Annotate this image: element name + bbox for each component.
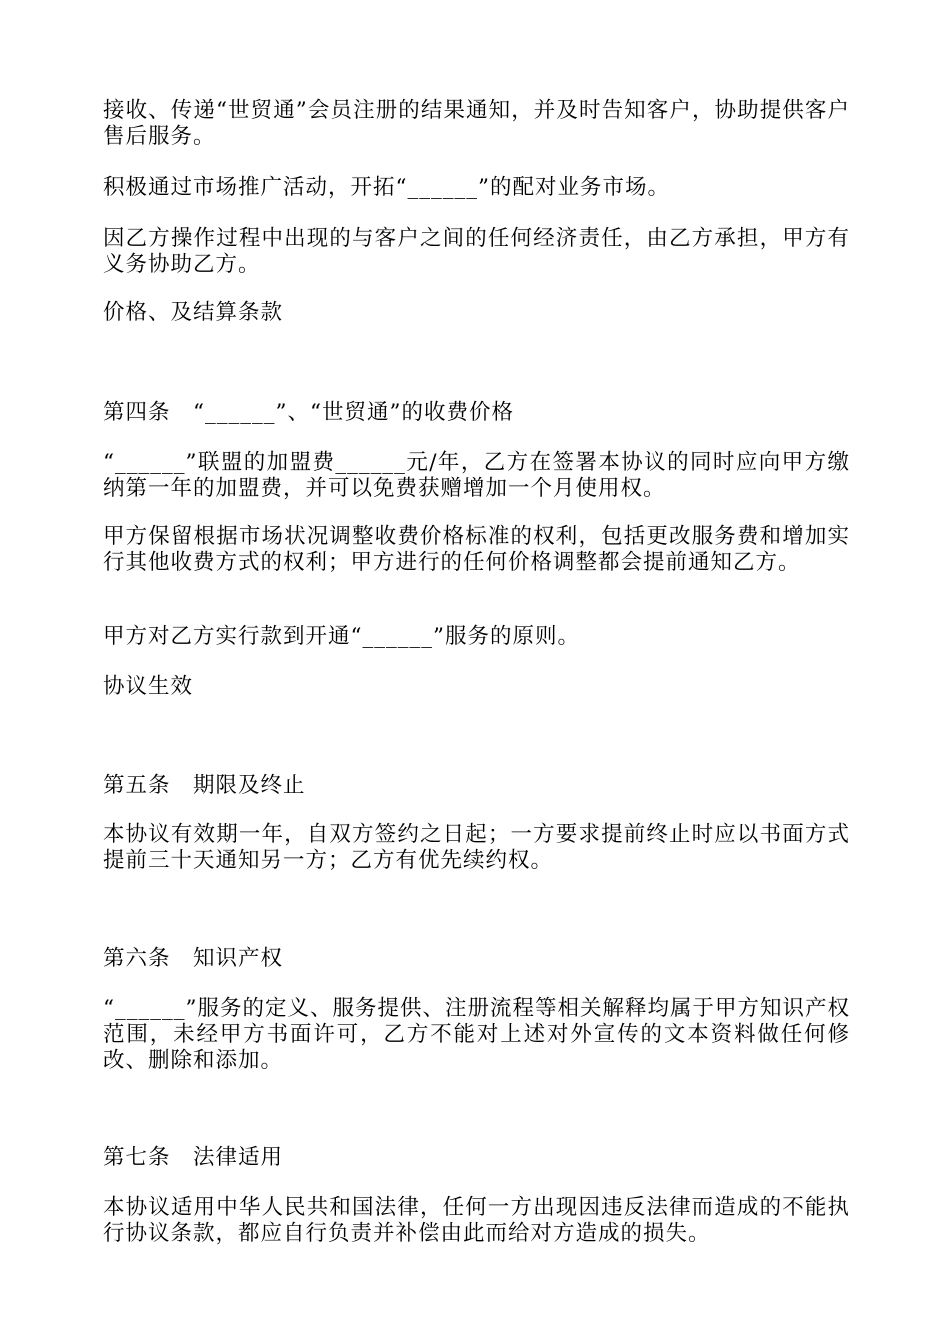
paragraph-term: 本协议有效期一年，自双方签约之日起；一方要求提前终止时应以书面方式提前三十天通知另一方；乙方有优先续约权。	[103, 822, 850, 873]
paragraph-liability: 因乙方操作过程中出现的与客户之间的任何经济责任，由乙方承担，甲方有义务协助乙方。	[103, 226, 850, 277]
paragraph-price-adjust: 甲方保留根据市场状况调整收费价格标准的权利，包括更改服务费和增加实行其他收费方式的权利；甲方进行的任何价格调整都会提前通知乙方。	[103, 524, 850, 575]
section-heading-effect: 协议生效	[103, 674, 194, 699]
paragraph-law: 本协议适用中华人民共和国法律，任何一方出现因违反法律而造成的不能执行协议条款，都应自行负责并补偿由此而给对方造成的损失。	[103, 1195, 850, 1246]
article-7-title: 第七条 法律适用	[103, 1145, 284, 1170]
article-4-title: 第四条 “______”、“世贸通”的收费价格	[103, 400, 514, 425]
paragraph-payment: 甲方对乙方实行款到开通“______”服务的原则。	[103, 624, 580, 649]
article-6-title: 第六条 知识产权	[103, 946, 284, 971]
paragraph-notification: 接收、传递“世贸通”会员注册的结果通知，并及时告知客户，协助提供客户售后服务。	[103, 98, 850, 149]
paragraph-franchise-fee: “______”联盟的加盟费______元/年，乙方在签署本协议的同时应向甲方缴纳第一年的加盟费，并可以免费获赠增加一个月使用权。	[103, 450, 850, 501]
article-5-title: 第五条 期限及终止	[103, 773, 306, 798]
section-heading-pricing: 价格、及结算条款	[103, 300, 284, 325]
paragraph-ip: “______”服务的定义、服务提供、注册流程等相关解释均属于甲方知识产权范围，未经甲方书面许可，乙方不能对上述对外宣传的文本资料做任何修改、删除和添加。	[103, 996, 850, 1073]
paragraph-promotion: 积极通过市场推广活动，开拓“______”的配对业务市场。	[103, 175, 670, 200]
